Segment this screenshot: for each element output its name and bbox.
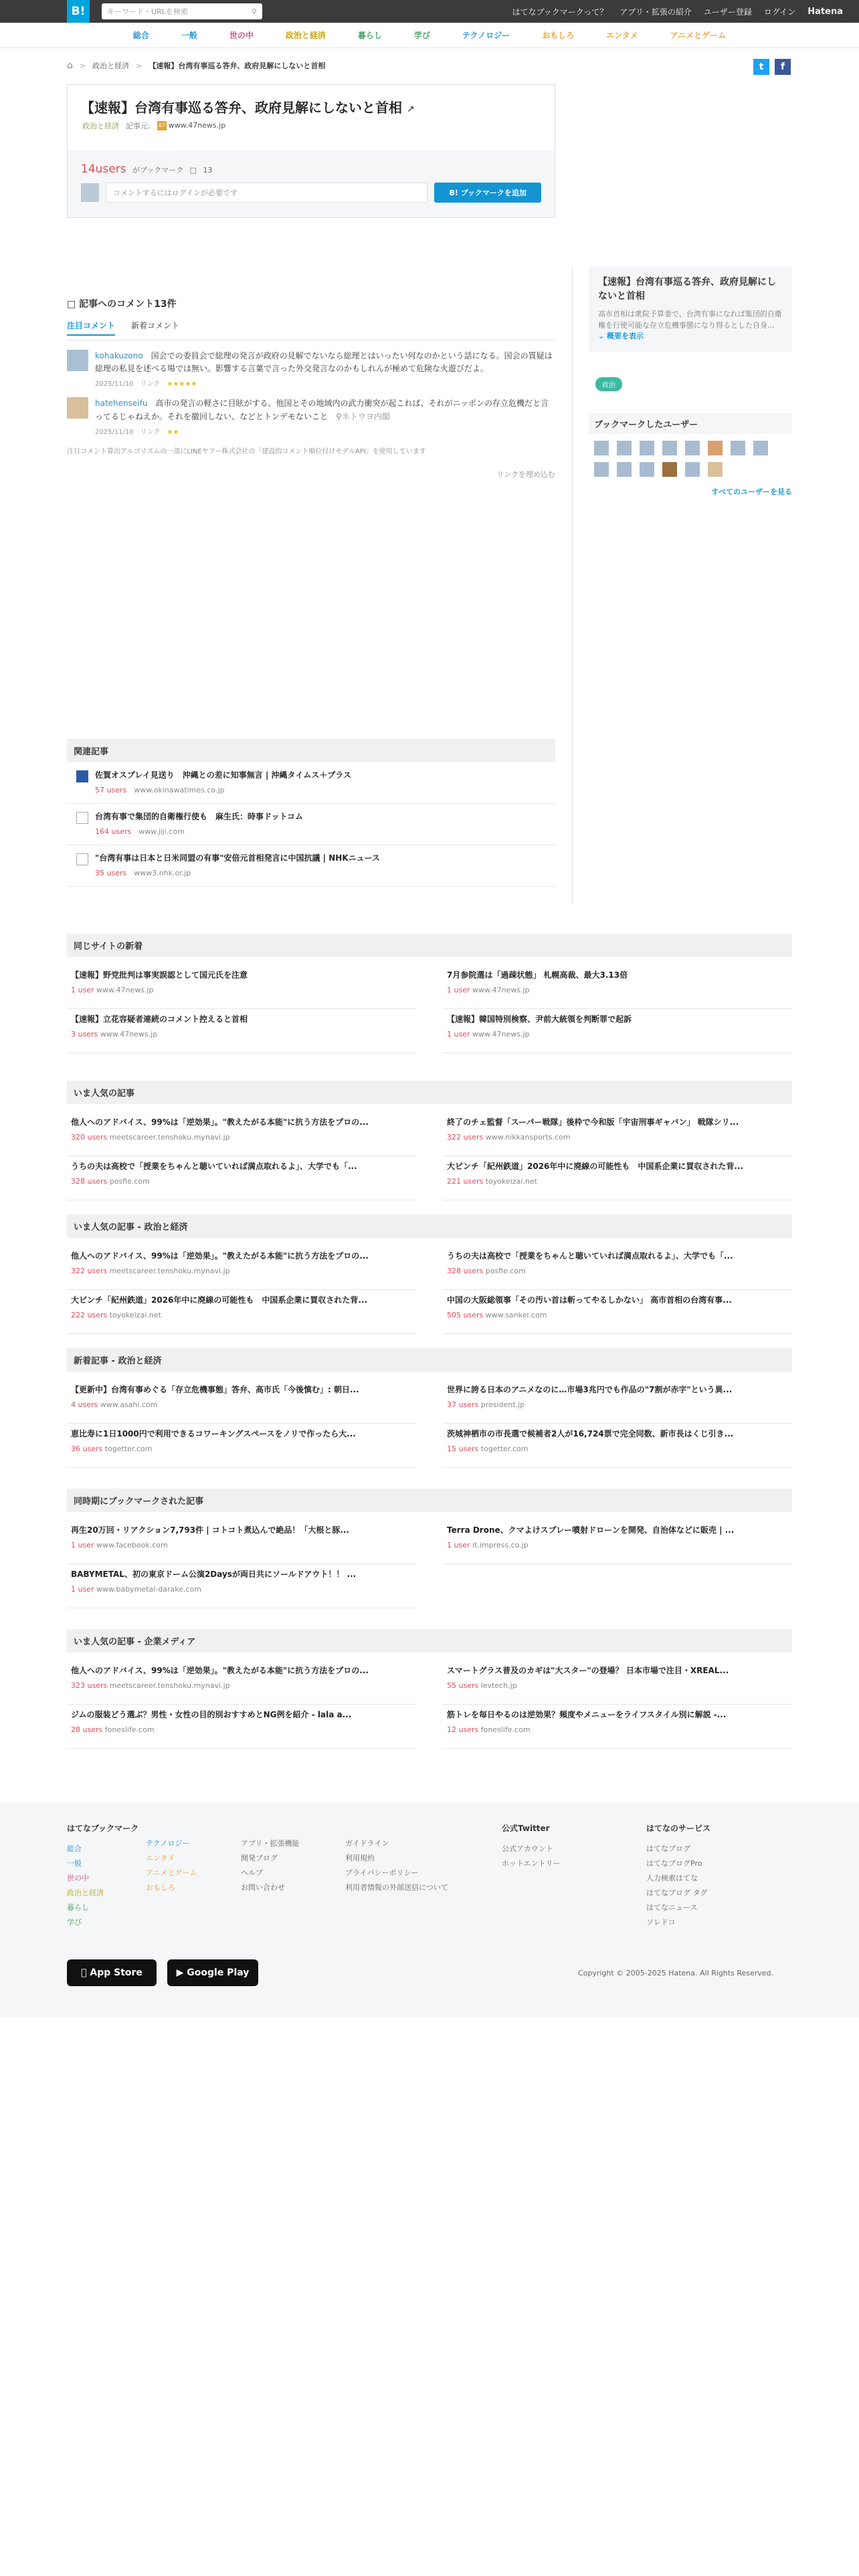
footer-twitter bbox=[502, 1820, 561, 1871]
comment-item bbox=[67, 397, 555, 435]
article-users[interactable]: 15 users bbox=[447, 1444, 479, 1453]
article-users[interactable]: 3 users bbox=[71, 1030, 98, 1039]
category-nav-item[interactable]: テクノロジー bbox=[462, 31, 510, 40]
article-title[interactable]: 大ピンチ「紀州鉄道」2026年中に廃線の可能性も 中国系企業に買収された背... bbox=[447, 1162, 744, 1171]
entry-box bbox=[67, 84, 555, 218]
article-meta bbox=[71, 1177, 412, 1186]
avatar[interactable] bbox=[662, 462, 677, 477]
footer-heading: 公式Twitter bbox=[502, 1824, 550, 1833]
footer-link[interactable]: 学び bbox=[67, 1918, 82, 1927]
footer-categories bbox=[67, 1820, 138, 1930]
article-title[interactable]: ジムの服装どう選ぶ？男性・女性の目的別おすすめとNG例を紹介 - lala a... bbox=[71, 1710, 352, 1719]
avatar[interactable] bbox=[67, 397, 88, 419]
footer-link[interactable]: 政治と経済 bbox=[67, 1889, 104, 1897]
article-site[interactable]: www.asahi.com bbox=[100, 1400, 158, 1409]
list-item[interactable] bbox=[443, 1112, 792, 1156]
article-section bbox=[67, 1348, 792, 1468]
related-title[interactable]: 台湾有事で集団的自衛権行使も 麻生氏：時事ドットコム bbox=[95, 812, 304, 821]
article-title[interactable]: 【速報】立花容疑者連続のコメント控えると首相 bbox=[71, 1014, 248, 1024]
article-meta bbox=[71, 1444, 412, 1453]
search-icon[interactable]: ⚲ bbox=[251, 7, 257, 16]
avatar[interactable] bbox=[594, 462, 609, 477]
article-meta bbox=[71, 1585, 412, 1594]
article-title[interactable]: 大ピンチ「紀州鉄道」2026年中に廃線の可能性も 中国系企業に買収された背... bbox=[71, 1295, 368, 1305]
footer-link[interactable]: ホットエントリー bbox=[502, 1859, 561, 1868]
comment-date[interactable]: 2025/11/10 bbox=[95, 428, 134, 436]
article-title[interactable]: 他人へのアドバイス、99%は「逆効果」。"教えたがる本能"に抗う方法をプロの... bbox=[71, 1117, 369, 1127]
tag-icon: ⚲ bbox=[336, 411, 342, 421]
footer-link[interactable]: 利用者情報の外部送信について bbox=[345, 1883, 448, 1892]
sidebar-entry-desc bbox=[598, 309, 783, 342]
entry-site-text[interactable]: www.47news.jp bbox=[168, 121, 226, 130]
category-chip[interactable]: 政治 bbox=[595, 377, 622, 391]
top-links bbox=[512, 6, 843, 17]
comment-row bbox=[81, 183, 541, 203]
comment-body: 国会での委員会で総理の発言が政府の見解でないなら総理とはいったい何なのかという話になる。国会の質疑は総理の私見を述べる場では無い。影響する言葉で言った外交発言なのかもしれんが極めて危険な火遊びだよ。 bbox=[95, 351, 553, 374]
article-site[interactable]: togetter.com bbox=[480, 1444, 529, 1453]
document-icon bbox=[76, 812, 88, 824]
comment-tabs bbox=[67, 320, 555, 340]
article-users[interactable]: 328 users bbox=[71, 1177, 108, 1186]
article-title[interactable]: 【更新中】台湾有事めぐる「存立危機事態」答弁、高市氏「今後慎む」: 朝日... bbox=[71, 1385, 359, 1394]
article-grid bbox=[67, 1660, 792, 1749]
add-bookmark-button[interactable]: B! ブックマークを追加 bbox=[434, 183, 541, 203]
footer-link[interactable]: 開発ブログ bbox=[241, 1854, 278, 1862]
all-users-link[interactable]: すべてのユーザーを見る bbox=[711, 488, 792, 496]
list-item[interactable] bbox=[67, 1520, 416, 1564]
section-heading: いま人気の記事 bbox=[67, 1081, 792, 1104]
article-site[interactable]: www.47news.jp bbox=[472, 986, 530, 994]
site-favicon-icon: 47 bbox=[157, 121, 167, 130]
bookmarked-users bbox=[589, 413, 792, 497]
breadcrumb-title: 【速報】台湾有事巡る答弁、政府見解にしないと首相 bbox=[149, 62, 326, 70]
entry-title[interactable] bbox=[68, 85, 555, 120]
list-item[interactable] bbox=[67, 804, 555, 845]
footer-links-4 bbox=[345, 1836, 448, 1895]
users-count[interactable]: 14users bbox=[81, 163, 126, 176]
footer-link[interactable]: 利用規約 bbox=[345, 1854, 375, 1862]
play-icon: ▶ bbox=[176, 1967, 184, 1978]
related-title[interactable]: "台湾有事は日本と日米同盟の有事"安倍元首相発言に中国抗議 | NHKニュース bbox=[95, 853, 381, 863]
article-title[interactable]: 他人へのアドバイス、99%は「逆効果」。"教えたがる本能"に抗う方法をプロの... bbox=[71, 1251, 369, 1261]
article-site[interactable]: www.nikkansports.com bbox=[485, 1133, 571, 1142]
article-meta bbox=[71, 1681, 412, 1690]
list-item[interactable] bbox=[67, 1380, 416, 1424]
sidebar-desc-text: 高市首相は衆院予算委で、台湾有事になれば集団的自衛権を行使可能な存立危機事態になり得るとした自身... bbox=[598, 310, 782, 330]
list-item[interactable] bbox=[443, 1520, 792, 1564]
entry-site[interactable] bbox=[157, 121, 225, 130]
category-nav-item[interactable]: おもしろ bbox=[542, 31, 575, 40]
article-meta bbox=[71, 1267, 412, 1275]
article-meta bbox=[447, 1133, 788, 1142]
user-avatar-grid bbox=[589, 434, 776, 484]
top-link-login[interactable]: ログイン bbox=[763, 7, 796, 17]
footer-heading: はてなブックマーク bbox=[67, 1824, 139, 1833]
article-meta bbox=[71, 1725, 412, 1734]
top-link-about[interactable]: はてなブックマークって？ bbox=[512, 7, 608, 17]
avatar[interactable] bbox=[67, 350, 88, 371]
article-grid bbox=[67, 965, 792, 1053]
category-nav-item[interactable]: アニメとゲーム bbox=[670, 31, 727, 40]
comment-item bbox=[67, 350, 555, 388]
article-site[interactable]: www.sankei.com bbox=[485, 1311, 547, 1319]
article-site[interactable]: foneslife.com bbox=[480, 1725, 531, 1734]
top-bar bbox=[0, 0, 859, 23]
footer-heading: はてなのサービス bbox=[646, 1824, 711, 1833]
article-meta bbox=[71, 1400, 412, 1409]
column-divider bbox=[572, 266, 573, 905]
article-site[interactable]: posfie.com bbox=[109, 1177, 150, 1186]
list-item[interactable] bbox=[67, 1290, 416, 1334]
avatar[interactable] bbox=[640, 441, 654, 455]
comments-heading bbox=[67, 297, 555, 310]
list-item[interactable] bbox=[67, 1009, 416, 1053]
footer-link[interactable]: エンタメ bbox=[146, 1854, 175, 1862]
list-item[interactable] bbox=[443, 1009, 792, 1053]
article-title[interactable]: 【速報】韓国特別検察、尹前大統領を判断罪で起訴 bbox=[447, 1014, 632, 1024]
list-item[interactable] bbox=[67, 1246, 416, 1290]
article-users[interactable]: 1 user bbox=[447, 1541, 470, 1549]
top-link-register[interactable]: ユーザー登録 bbox=[703, 7, 752, 17]
article-title[interactable]: 恵比寿に1日1000円で利用できるコワーキングスペースをノリで作ったら大... bbox=[71, 1429, 356, 1438]
article-site[interactable]: www.47news.jp bbox=[472, 1030, 530, 1039]
article-meta bbox=[447, 1725, 788, 1734]
chevron-right-icon: > bbox=[136, 61, 142, 70]
article-title[interactable]: 終了のチェ監督「スーパー戦隊」後枠で今和版「宇宙刑事ギャバン」 戦隊シリ... bbox=[447, 1117, 739, 1127]
footer-link[interactable]: ガイドライン bbox=[345, 1839, 389, 1848]
list-item[interactable] bbox=[67, 845, 555, 887]
footer-services bbox=[646, 1820, 710, 1930]
list-item[interactable] bbox=[67, 1424, 416, 1468]
comment-date[interactable]: 2025/11/10 bbox=[95, 381, 134, 389]
list-item[interactable] bbox=[67, 762, 555, 804]
article-grid bbox=[67, 1380, 792, 1468]
list-item[interactable] bbox=[443, 965, 792, 1009]
footer-link[interactable]: テクノロジー bbox=[146, 1839, 190, 1848]
list-item[interactable] bbox=[67, 1112, 416, 1156]
article-title[interactable]: 筋トレを毎日やるのは逆効果？頻度やメニューをライフスタイル別に解説 -... bbox=[447, 1710, 727, 1719]
hatena-bookmark-logo[interactable]: B! bbox=[67, 0, 90, 23]
article-site[interactable]: www.babymetal-darake.com bbox=[96, 1585, 201, 1594]
comment-link[interactable]: リンク bbox=[140, 381, 161, 389]
footer-link[interactable]: 人力検索はてな bbox=[646, 1874, 698, 1883]
article-meta bbox=[447, 1311, 788, 1319]
article-title[interactable]: うちの夫は高校で「授業をちゃんと聴いていれば満点取れるよ」、大学でも「... bbox=[71, 1162, 357, 1171]
avatar bbox=[81, 183, 99, 202]
article-grid bbox=[67, 1246, 792, 1334]
tab-new-comments[interactable]: 新着コメント bbox=[131, 321, 180, 330]
show-summary-link[interactable]: ⌄ 概要を表示 bbox=[598, 332, 644, 340]
search-placeholder: キーワード・URLを検索 bbox=[107, 7, 188, 16]
bookmark-mark-label: がブックマーク bbox=[132, 166, 184, 175]
article-users[interactable]: 1 user bbox=[447, 1030, 470, 1039]
related-site[interactable]: www.jiji.com bbox=[138, 827, 185, 836]
article-users[interactable]: 36 users bbox=[71, 1444, 103, 1453]
category-nav-item[interactable]: 一般 bbox=[181, 31, 197, 40]
list-item[interactable] bbox=[443, 1660, 792, 1705]
comment-input[interactable]: コメントするにはログインが必要です bbox=[106, 183, 428, 203]
footer-categories-2 bbox=[146, 1836, 197, 1895]
top-link-apps[interactable]: アプリ・拡張の紹介 bbox=[619, 7, 692, 17]
article-title[interactable]: 茨城神栖市の市長選で候補者2人が16,724票で完全同数、新市長はくじ引き... bbox=[447, 1429, 734, 1438]
footer-link[interactable]: おもしろ bbox=[146, 1883, 175, 1892]
related-articles bbox=[67, 739, 555, 887]
comment-meta bbox=[95, 378, 555, 388]
show-summary-text[interactable]: 概要を表示 bbox=[607, 332, 644, 340]
article-title[interactable]: スマートグラス普及のカギは"大スター"の登場？ 日本市場で注目・XREAL... bbox=[447, 1666, 729, 1675]
share-buttons bbox=[753, 59, 791, 75]
footer-link[interactable]: はてなブログ タグ bbox=[646, 1889, 708, 1897]
footer-link[interactable]: お問い合わせ bbox=[241, 1883, 285, 1892]
comment-stars[interactable]: ★★★★★ bbox=[167, 381, 197, 389]
article-meta bbox=[71, 1133, 412, 1142]
list-item[interactable] bbox=[67, 1564, 416, 1608]
article-meta bbox=[447, 1177, 788, 1186]
article-meta bbox=[447, 1541, 788, 1549]
avatar[interactable] bbox=[708, 441, 723, 455]
comment-text bbox=[95, 350, 555, 375]
comment-body: 高市の発言の軽さに目眩がする。他国とその地域内の武力衝突が起これば、それがニッポンの存立危機だと言ってるじゃねえか。それを撤回しない、などとトンデモないこと bbox=[95, 399, 549, 421]
article-meta bbox=[447, 1681, 788, 1690]
article-site[interactable]: toyokeizai.net bbox=[109, 1311, 161, 1319]
article-users[interactable]: 1 user bbox=[71, 1585, 94, 1594]
article-site[interactable]: www.facebook.com bbox=[96, 1541, 168, 1549]
related-title[interactable]: 佐賀オスプレイ見送り 沖縄との差に知事無言 | 沖縄タイムス＋プラス bbox=[95, 770, 351, 780]
avatar[interactable] bbox=[753, 441, 768, 455]
category-nav-item[interactable]: 世の中 bbox=[229, 31, 254, 40]
list-item[interactable] bbox=[67, 1660, 416, 1705]
article-site[interactable]: foneslife.com bbox=[104, 1725, 155, 1734]
footer-link[interactable]: 公式アカウント bbox=[502, 1844, 553, 1853]
footer-link[interactable]: はてなニュース bbox=[646, 1903, 698, 1912]
list-item[interactable] bbox=[443, 1424, 792, 1468]
article-title[interactable]: 他人へのアドバイス、99%は「逆効果」。"教えたがる本能"に抗う方法をプロの... bbox=[71, 1666, 369, 1675]
article-section bbox=[67, 1081, 792, 1200]
footer-link[interactable]: 世の中 bbox=[67, 1874, 89, 1883]
footer bbox=[0, 1803, 859, 2017]
article-title[interactable]: 7月参院選は「過疎状態」 札幌高裁、最大3.13倍 bbox=[447, 970, 628, 980]
article-users[interactable]: 320 users bbox=[71, 1133, 108, 1142]
related-users[interactable]: 164 users bbox=[95, 827, 132, 836]
article-site[interactable]: togetter.com bbox=[104, 1444, 153, 1453]
article-section bbox=[67, 1214, 792, 1334]
comment-algorithm-note: 注目コメント算出アルゴリズムの一部にLINEヤフー株式会社の「建設的コメント順位付けモデルAPI」を使用しています bbox=[67, 447, 426, 455]
article-site[interactable]: toyokeizai.net bbox=[485, 1177, 537, 1186]
home-icon[interactable]: ⌂ bbox=[67, 60, 73, 71]
article-users[interactable]: 221 users bbox=[447, 1177, 484, 1186]
facebook-icon[interactable]: f bbox=[775, 59, 791, 75]
article-meta bbox=[71, 1541, 412, 1549]
search-input[interactable] bbox=[102, 3, 262, 19]
article-site[interactable]: www.47news.jp bbox=[96, 986, 154, 994]
comment-icon: □ bbox=[67, 299, 76, 310]
article-users[interactable]: 37 users bbox=[447, 1400, 479, 1409]
comment-stars[interactable]: ★★ bbox=[167, 428, 179, 436]
section-heading: いま人気の記事 - 政治と経済 bbox=[67, 1214, 792, 1238]
article-meta bbox=[71, 1311, 412, 1319]
footer-link[interactable]: 暮らし bbox=[67, 1903, 89, 1912]
list-item[interactable] bbox=[443, 1290, 792, 1334]
article-users[interactable]: 55 users bbox=[447, 1681, 479, 1690]
comment-user[interactable]: kohakuzono bbox=[95, 351, 143, 360]
article-grid bbox=[67, 1112, 792, 1200]
footer-link[interactable]: はてなブログPro bbox=[646, 1859, 702, 1868]
article-users[interactable]: 12 users bbox=[447, 1725, 479, 1734]
entry-source-label: 記事元: bbox=[126, 122, 151, 130]
chevron-right-icon: > bbox=[79, 61, 86, 70]
article-site[interactable]: posfie.com bbox=[485, 1267, 526, 1275]
google-play-button[interactable] bbox=[167, 1959, 258, 1986]
article-users[interactable]: 4 users bbox=[71, 1400, 98, 1409]
section-heading: 同時期にブックマークされた記事 bbox=[67, 1489, 792, 1512]
category-nav bbox=[0, 23, 859, 48]
article-title[interactable]: 再生20万回・リアクション7,793件 | コトコト煮込んで絶品！「大根と豚... bbox=[71, 1525, 349, 1535]
bookmarked-users-heading: ブックマークしたユーザー bbox=[589, 413, 792, 434]
footer-link[interactable]: ソレドコ bbox=[646, 1918, 676, 1927]
breadcrumb bbox=[67, 60, 325, 71]
section-heading: 新着記事 - 政治と経済 bbox=[67, 1348, 792, 1372]
article-title[interactable]: うちの夫は高校で「授業をちゃんと聴いていれば満点取れるよ」、大学でも「... bbox=[447, 1251, 733, 1261]
apple-icon bbox=[81, 1967, 86, 1978]
category-nav-item[interactable]: 政治と経済 bbox=[285, 31, 326, 40]
entry-bookmark-area bbox=[68, 150, 555, 217]
article-meta bbox=[447, 986, 788, 994]
list-item[interactable] bbox=[67, 1156, 416, 1200]
sidebar-entry-summary bbox=[589, 266, 792, 352]
entry-meta bbox=[68, 120, 555, 131]
avatar[interactable] bbox=[617, 441, 632, 455]
article-users[interactable]: 322 users bbox=[447, 1133, 484, 1142]
entry-users bbox=[81, 163, 541, 176]
app-store-label: App Store bbox=[87, 1967, 140, 1978]
entry-category[interactable]: 政治と経済 bbox=[82, 122, 119, 130]
related-site[interactable]: www3.nhk.or.jp bbox=[134, 869, 191, 877]
article-users[interactable]: 28 users bbox=[71, 1725, 103, 1734]
footer-links-3 bbox=[241, 1836, 300, 1895]
related-users[interactable]: 35 users bbox=[95, 869, 127, 877]
article-site[interactable]: meetscareer.tenshoku.mynavi.jp bbox=[109, 1267, 230, 1275]
category-nav-item[interactable]: 暮らし bbox=[357, 31, 382, 40]
footer-link[interactable]: プライバシーポリシー bbox=[345, 1868, 419, 1877]
article-site[interactable]: president.jp bbox=[480, 1400, 525, 1409]
article-section bbox=[67, 934, 792, 1053]
article-users[interactable]: 1 user bbox=[71, 1541, 94, 1549]
article-users[interactable]: 1 user bbox=[71, 986, 94, 994]
article-site[interactable]: it.impress.co.jp bbox=[472, 1541, 529, 1549]
comment-user[interactable]: hatehenseifu bbox=[95, 399, 148, 409]
copyright: Copyright © 2005-2025 Hatena. All Rights Reserved. bbox=[578, 1969, 774, 1977]
article-title[interactable]: 中国の大阪総領事「その汚い首は斬ってやるしかない」 高市首相の台湾有事... bbox=[447, 1295, 732, 1305]
list-item[interactable] bbox=[443, 1705, 792, 1749]
section-heading: 同じサイトの新着 bbox=[67, 934, 792, 957]
avatar[interactable] bbox=[731, 441, 745, 455]
article-grid bbox=[67, 1520, 792, 1608]
related-users[interactable]: 57 users bbox=[95, 786, 127, 794]
related-site[interactable]: www.okinawatimes.co.jp bbox=[134, 786, 225, 794]
footer-link[interactable]: アプリ・拡張機能 bbox=[241, 1839, 300, 1848]
avatar[interactable] bbox=[708, 462, 723, 477]
footer-link[interactable]: ヘルプ bbox=[241, 1868, 263, 1877]
avatar[interactable] bbox=[685, 441, 700, 455]
list-item[interactable] bbox=[67, 965, 416, 1009]
comments-section bbox=[67, 297, 555, 479]
article-users[interactable]: 328 users bbox=[447, 1267, 484, 1275]
article-meta bbox=[447, 1400, 788, 1409]
article-meta bbox=[447, 1267, 788, 1275]
app-store-button[interactable] bbox=[67, 1959, 157, 1986]
comment-count: 13 bbox=[203, 166, 213, 175]
article-meta bbox=[71, 986, 412, 994]
list-item[interactable] bbox=[443, 1156, 792, 1200]
entry-title-text[interactable]: 【速報】台湾有事巡る答弁、政府見解にしないと首相 bbox=[81, 100, 402, 116]
list-item[interactable] bbox=[67, 1705, 416, 1749]
list-item[interactable] bbox=[443, 1380, 792, 1424]
category-nav-item[interactable]: エンタメ bbox=[606, 31, 638, 40]
footer-link[interactable]: 一般 bbox=[67, 1859, 82, 1868]
comment-tag[interactable]: ネトウヨ内閣 bbox=[341, 411, 390, 421]
google-play-label: Google Play bbox=[187, 1967, 250, 1978]
article-title[interactable]: 世界に誇る日本のアニメなのに…市場3兆円でも作品の"7割が赤字"という異... bbox=[447, 1385, 733, 1394]
sidebar-entry-title[interactable]: 【速報】台湾有事巡る答弁、政府見解にしないと首相 bbox=[598, 277, 776, 302]
comment-meta bbox=[95, 426, 555, 436]
article-title[interactable]: 【速報】野党批判は事実誤認として国元氏を注意 bbox=[71, 970, 248, 980]
article-title[interactable]: Terra Drone、クマよけスプレー噴射ドローンを開発、自治体などに販売 | ... bbox=[447, 1525, 735, 1535]
document-icon bbox=[76, 853, 88, 865]
article-site[interactable]: levtech.jp bbox=[480, 1681, 517, 1690]
article-users[interactable]: 222 users bbox=[71, 1311, 108, 1319]
category-nav-item[interactable]: 総合 bbox=[132, 31, 149, 40]
article-users[interactable]: 323 users bbox=[71, 1681, 108, 1690]
avatar[interactable] bbox=[617, 462, 632, 477]
embed-link[interactable]: リンクを埋め込む bbox=[496, 469, 555, 479]
comments-heading-text: 記事へのコメント13件 bbox=[79, 299, 177, 310]
site-favicon-icon bbox=[76, 770, 88, 782]
avatar[interactable] bbox=[640, 462, 654, 477]
article-meta bbox=[447, 1444, 788, 1453]
category-nav-item[interactable]: 学び bbox=[413, 31, 430, 40]
article-site[interactable]: www.47news.jp bbox=[100, 1030, 158, 1039]
hatena-logo[interactable]: Hatena bbox=[807, 6, 843, 17]
footer-link[interactable]: 総合 bbox=[67, 1844, 82, 1853]
twitter-icon[interactable]: t bbox=[753, 59, 769, 75]
article-users[interactable]: 322 users bbox=[71, 1267, 108, 1275]
avatar[interactable] bbox=[594, 441, 609, 455]
comment-link[interactable]: リンク bbox=[140, 428, 161, 436]
article-section bbox=[67, 1629, 792, 1749]
article-title[interactable]: BABYMETAL、初の東京ドーム公演2Daysが両日共にソールドアウト！！ ... bbox=[71, 1570, 357, 1579]
avatar[interactable] bbox=[685, 462, 700, 477]
comment-text bbox=[95, 397, 555, 423]
footer-link[interactable]: アニメとゲーム bbox=[146, 1868, 197, 1877]
related-heading: 関連記事 bbox=[67, 739, 555, 762]
avatar[interactable] bbox=[662, 441, 677, 455]
footer-link[interactable]: はてなブログ bbox=[646, 1844, 690, 1853]
comment-icon: □ bbox=[189, 166, 197, 175]
list-item[interactable] bbox=[443, 1246, 792, 1290]
breadcrumb-category[interactable]: 政治と経済 bbox=[92, 62, 130, 70]
external-link-icon[interactable]: ↗ bbox=[406, 104, 415, 115]
article-meta bbox=[71, 1030, 412, 1039]
article-site[interactable]: meetscareer.tenshoku.mynavi.jp bbox=[109, 1681, 230, 1690]
article-meta bbox=[447, 1030, 788, 1039]
tab-featured-comments[interactable]: 注目コメント bbox=[67, 320, 115, 336]
article-users[interactable]: 1 user bbox=[447, 986, 470, 994]
article-site[interactable]: meetscareer.tenshoku.mynavi.jp bbox=[109, 1133, 230, 1142]
section-heading: いま人気の記事 - 企業メディア bbox=[67, 1629, 792, 1652]
article-users[interactable]: 505 users bbox=[447, 1311, 484, 1319]
article-section bbox=[67, 1489, 792, 1608]
